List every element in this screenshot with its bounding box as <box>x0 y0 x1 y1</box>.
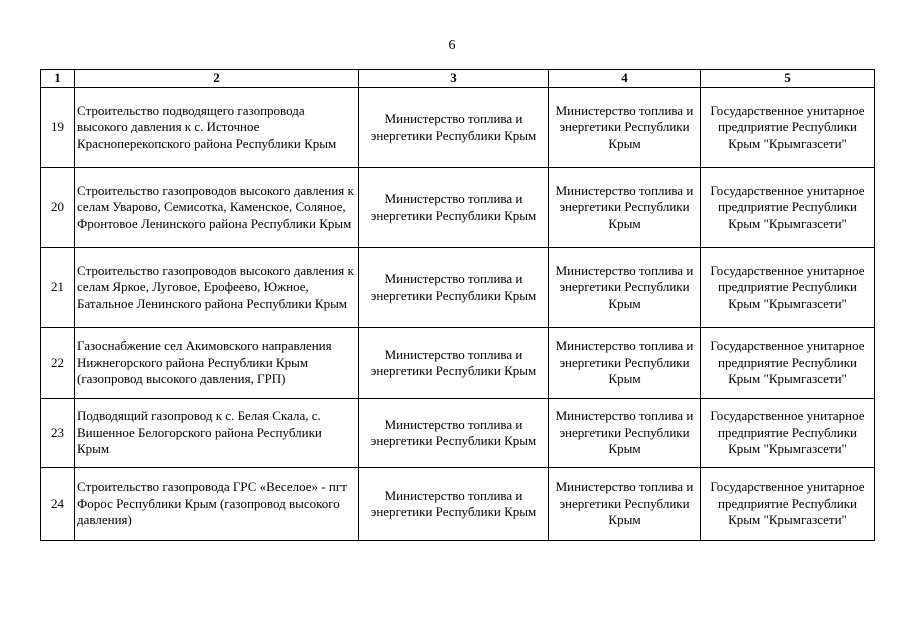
projects-table <box>40 69 875 541</box>
ministry-cell: Министерство топлива и энергетики Республики Крым <box>549 168 701 248</box>
object-name: Строительство подводящего газопровода высокого давления к с. Источное Красноперекопского района Республики Крым <box>75 88 359 168</box>
table-row <box>41 168 875 248</box>
table-row <box>41 328 875 399</box>
table-row <box>41 88 875 168</box>
column-header: 2 <box>75 70 359 88</box>
ministry-cell: Министерство топлива и энергетики Республики Крым <box>549 328 701 399</box>
customer-cell: Министерство топлива и энергетики Республики Крым <box>359 248 549 328</box>
row-number: 22 <box>41 328 75 399</box>
ministry-cell: Министерство топлива и энергетики Республики Крым <box>549 468 701 541</box>
operator-cell: Государственное унитарное предприятие Республики Крым "Крымгазсети" <box>701 328 875 399</box>
customer-cell: Министерство топлива и энергетики Республики Крым <box>359 168 549 248</box>
operator-cell: Государственное унитарное предприятие Республики Крым "Крымгазсети" <box>701 168 875 248</box>
column-header: 5 <box>701 70 875 88</box>
customer-cell: Министерство топлива и энергетики Республики Крым <box>359 88 549 168</box>
object-name: Строительство газопроводов высокого давления к селам Яркое, Луговое, Ерофеево, Южное, Батальное Ленинского района Республики Крым <box>75 248 359 328</box>
column-header: 1 <box>41 70 75 88</box>
ministry-cell: Министерство топлива и энергетики Республики Крым <box>549 88 701 168</box>
customer-cell: Министерство топлива и энергетики Республики Крым <box>359 328 549 399</box>
object-name: Газоснабжение сел Акимовского направления Нижнегорского района Республики Крым (газопровод высокого давления, ГРП) <box>75 328 359 399</box>
row-number: 19 <box>41 88 75 168</box>
page-number: 6 <box>448 38 456 53</box>
operator-cell: Государственное унитарное предприятие Республики Крым "Крымгазсети" <box>701 248 875 328</box>
table-row <box>41 399 875 468</box>
column-header: 3 <box>359 70 549 88</box>
customer-cell: Министерство топлива и энергетики Республики Крым <box>359 399 549 468</box>
operator-cell: Государственное унитарное предприятие Республики Крым "Крымгазсети" <box>701 468 875 541</box>
column-header: 4 <box>549 70 701 88</box>
row-number: 23 <box>41 399 75 468</box>
table-row <box>41 248 875 328</box>
row-number: 21 <box>41 248 75 328</box>
object-name: Строительство газопроводов высокого давления к селам Уварово, Семисотка, Каменское, Соляное, Фронтовое Ленинского района Республики Крым <box>75 168 359 248</box>
operator-cell: Государственное унитарное предприятие Республики Крым "Крымгазсети" <box>701 88 875 168</box>
ministry-cell: Министерство топлива и энергетики Республики Крым <box>549 248 701 328</box>
row-number: 24 <box>41 468 75 541</box>
object-name: Подводящий газопровод к с. Белая Скала, с. Вишенное Белогорского района Республики Крым <box>75 399 359 468</box>
table-header-row <box>41 70 875 88</box>
object-name: Строительство газопровода ГРС «Веселое» - пгт Форос Республики Крым (газопровод высокого давления) <box>75 468 359 541</box>
ministry-cell: Министерство топлива и энергетики Республики Крым <box>549 399 701 468</box>
table-row <box>41 468 875 541</box>
operator-cell: Государственное унитарное предприятие Республики Крым "Крымгазсети" <box>701 399 875 468</box>
row-number: 20 <box>41 168 75 248</box>
customer-cell: Министерство топлива и энергетики Республики Крым <box>359 468 549 541</box>
